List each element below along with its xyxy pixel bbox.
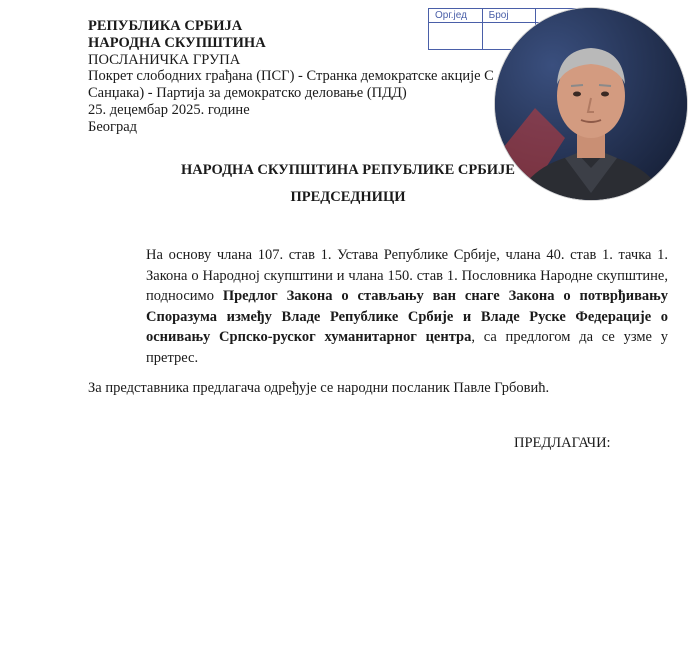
representative-line: За представника предлагача одређује се народни посланик Павле Грбовић. bbox=[88, 380, 550, 396]
header-assembly: НАРОДНА СКУПШТИНА bbox=[88, 34, 266, 51]
header-date: 25. децембар 2025. године bbox=[88, 101, 250, 118]
signature-label: ПРЕДЛАГАЧИ: bbox=[514, 435, 611, 451]
addressee-title: НАРОДНА СКУПШТИНА РЕПУБЛИКЕ СРБИЈЕ bbox=[181, 162, 515, 178]
recipient-title: ПРЕДСЕДНИЦИ bbox=[290, 189, 406, 205]
stamp-number: Број bbox=[483, 9, 537, 22]
header-parties-line1: Покрет слободних грађана (ПСГ) - Странка демократске акције С bbox=[88, 68, 494, 85]
body-proposal: Предлог Закона о стављању ван снаге Закона о потврђивању Споразума између Владе Републике Србије и Владе Руске Федерације о оснивању Српско-руског хуманитарног центра bbox=[146, 288, 668, 345]
body-closing: , са предлогом да се узме у претрес. bbox=[146, 329, 669, 366]
header-group: ПОСЛАНИЧКА ГРУПА bbox=[88, 51, 241, 68]
stamp-org-unit: Орг.јед bbox=[429, 9, 483, 22]
header-parties-line2: Санџака) - Партија за демократско деловање (ПДД) bbox=[88, 85, 407, 102]
stamp-cell bbox=[429, 23, 483, 49]
body-paragraph bbox=[88, 245, 668, 368]
header-republic: РЕПУБЛИКА СРБИЈА bbox=[88, 18, 243, 34]
header-city: Београд bbox=[88, 118, 138, 135]
body-intro: На основу члана 107. став 1. Устава Републике Србије, члана 40. став 1. тачка 1. Закона о Народној скупштини и члана 150. став 1. Пословника Народне скупштине, подносимо bbox=[146, 247, 668, 304]
